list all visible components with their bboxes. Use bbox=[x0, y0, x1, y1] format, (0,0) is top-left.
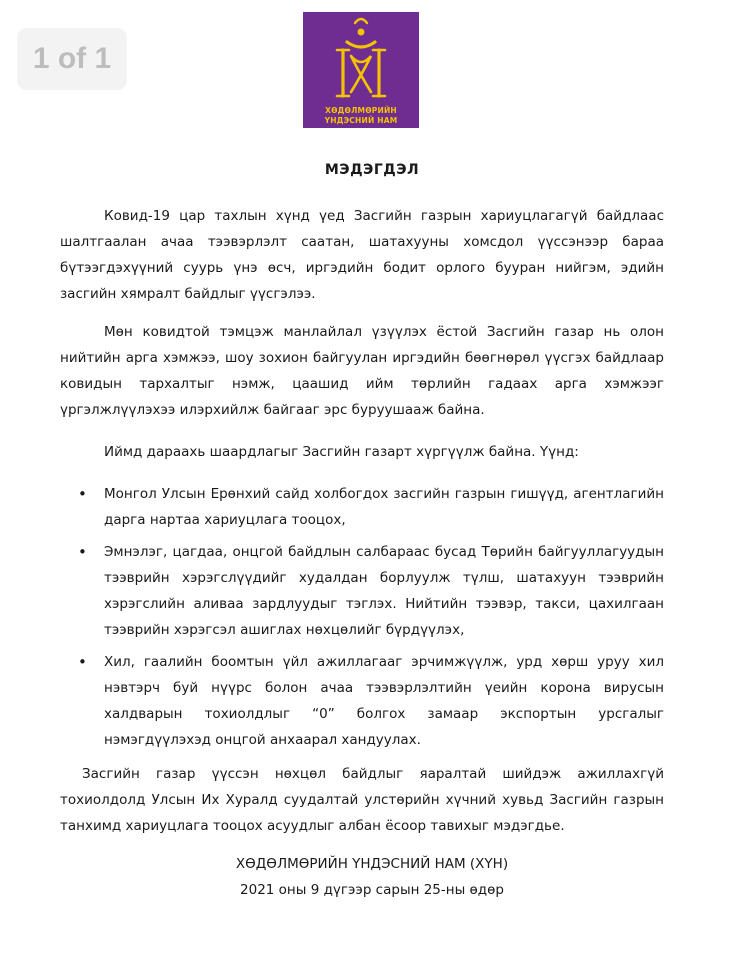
signature: ХӨДӨЛМӨРИЙН ҮНДЭСНИЙ НАМ (ХҮН) bbox=[235, 856, 509, 872]
logo-text-line1: ХӨДӨЛМӨРИЙН bbox=[325, 106, 397, 115]
list-item: • Хил, гаалийн боомтын үйл ажиллагааг эрчимжүүлж, урд хөрш уруу хил нэвтэрч буй нүүрс болон ачаа тээвэрлэлтийн үеийн корона вирусын халдварын тохиолдлыг “0” болгох замаар экспортын урсгалыг нэмэгдүүлэхэд онцгой анхаарал хандуулах. bbox=[60, 649, 664, 753]
page-indicator: 1 of 1 bbox=[17, 28, 127, 90]
demands-list bbox=[60, 481, 664, 759]
paragraph-2: Мөн ковидтой тэмцэж манлайлал үзүүлэх ёстой Засгийн газар нь олон нийтийн арга хэмжээ, шоу зохион байгуулан иргэдийн бөөгнөрөл үүсгэх байдлаар ковидын тархалтыг нэмж, цаашид ийм төрлийн гадаах арга хэмжээг үргэлжлүүлэхээ илэрхийлж байгааг эрс буруушааж байна. bbox=[60, 324, 664, 418]
document-date: 2021 оны 9 дүгээр сарын 25-ны өдөр bbox=[240, 882, 504, 898]
document-title: МЭДЭГДЭЛ bbox=[324, 162, 420, 178]
party-logo bbox=[303, 12, 419, 128]
logo-text-line2: ҮНДЭСНИЙ НАМ bbox=[324, 116, 398, 125]
paragraph-1: Ковид-19 цар тахлын хүнд үед Засгийн газрын хариуцлагагүй байдлаас шалтгаалан ачаа тээвэрлэлт саатан, шатахууны хомсдол үүсcэнээр бараа бүтээгдэхүүний суурь үнэ өсч, иргэдийн бодит орлого бууран нийгэм, эдийн засгийн хямралт байдлыг үүсгэлээ. bbox=[60, 208, 664, 302]
soyombo-emblem-icon bbox=[303, 12, 419, 104]
list-item: • Эмнэлэг, цагдаа, онцгой байдлын салбараас бусад Төрийн байгууллагуудын тээврийн хэрэгслүүдийг худалдан борлуулж түлш, шатахуун тээврийн хэрэгслийн аливаа зардлуудыг тэглэх. Нийтийн тээвэр, такси, цахилгаан тээврийн хэрэгсэл ашиглах нөхцөлийг бүрдүүлэх, bbox=[60, 539, 664, 643]
closing-paragraph: Засгийн газар үүссэн нөхцөл байдлыг яаралтай шийдэж ажиллахгүй тохиолдолд Улсын Их Хуралд суудалтай улстөрийн хүчний хувьд Засгийн газрын танхимд хариуцлага тооцох асуудлыг албан ёсоор тавихыг мэдэгдье. bbox=[60, 766, 664, 834]
paragraph-3: Иймд дараахь шаардлагыг Засгийн газарт хүргүүлж байна. Үүнд: bbox=[104, 444, 579, 460]
list-item: • Монгол Улсын Ерөнхий сайд холбогдох засгийн газрын гишүүд, агентлагийн дарга нартаа хариуцлага тооцох, bbox=[60, 481, 664, 533]
